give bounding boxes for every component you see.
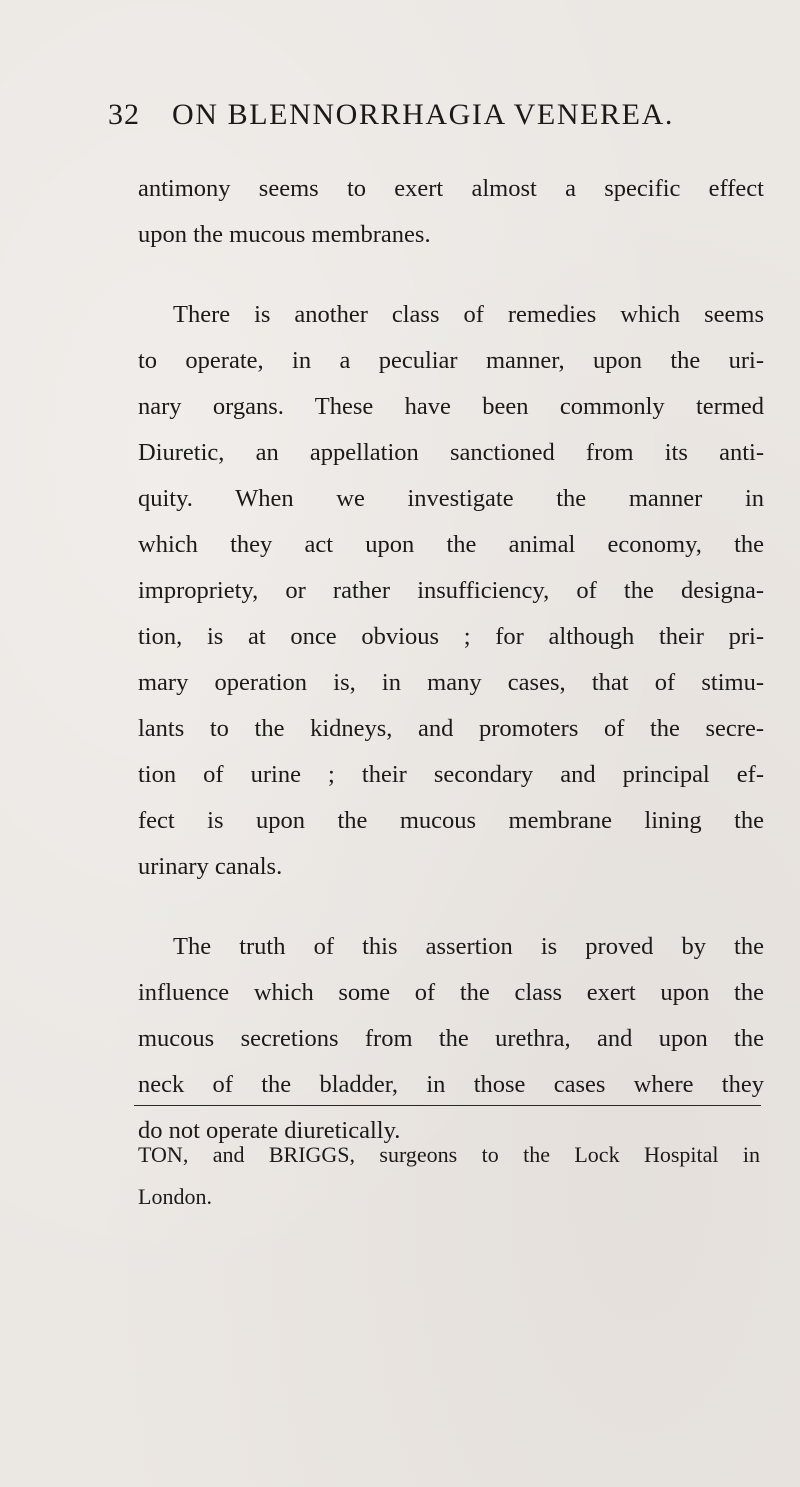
- body-text: [138, 166, 764, 1154]
- text-line: impropriety, or rather insufficiency, of the designa-: [138, 577, 764, 604]
- page-number: 32: [108, 98, 140, 131]
- text-line: Diuretic, an appellation sanctioned from its anti-: [138, 439, 764, 466]
- text-line: tion, is at once obvious ; for although their pri-: [138, 623, 764, 650]
- text-line: antimony seems to exert almost a specific effect: [138, 175, 764, 202]
- text-line: The truth of this assertion is proved by the: [173, 933, 764, 960]
- footnote-line: TON, and BRIGGS, surgeons to the Lock Hospital in: [138, 1142, 760, 1167]
- text-line: influence which some of the class exert upon the: [138, 979, 764, 1006]
- footnote-line: London.: [138, 1184, 212, 1209]
- text-line: mary operation is, in many cases, that of stimu-: [138, 669, 764, 696]
- text-line: tion of urine ; their secondary and principal ef-: [138, 761, 764, 788]
- footnote: [138, 1134, 760, 1218]
- text-line: nary organs. These have been commonly termed: [138, 393, 764, 420]
- page-header: [108, 98, 748, 142]
- text-line: urinary canals.: [138, 853, 283, 880]
- text-line: do not operate diuretically.: [138, 1117, 401, 1144]
- text-line: which they act upon the animal economy, the: [138, 531, 764, 558]
- footnote-divider: [134, 1105, 761, 1106]
- text-line: neck of the bladder, in those cases where they: [138, 1071, 764, 1098]
- running-title: ON BLENNORRHAGIA VENEREA.: [172, 98, 674, 131]
- text-line: quity. When we investigate the manner in: [138, 485, 764, 512]
- text-line: mucous secretions from the urethra, and upon the: [138, 1025, 764, 1052]
- text-line: fect is upon the mucous membrane lining the: [138, 807, 764, 834]
- text-line: There is another class of remedies which seems: [173, 301, 764, 328]
- text-line: upon the mucous membranes.: [138, 221, 431, 248]
- text-line: to operate, in a peculiar manner, upon the uri-: [138, 347, 764, 374]
- text-line: lants to the kidneys, and promoters of the secre-: [138, 715, 764, 742]
